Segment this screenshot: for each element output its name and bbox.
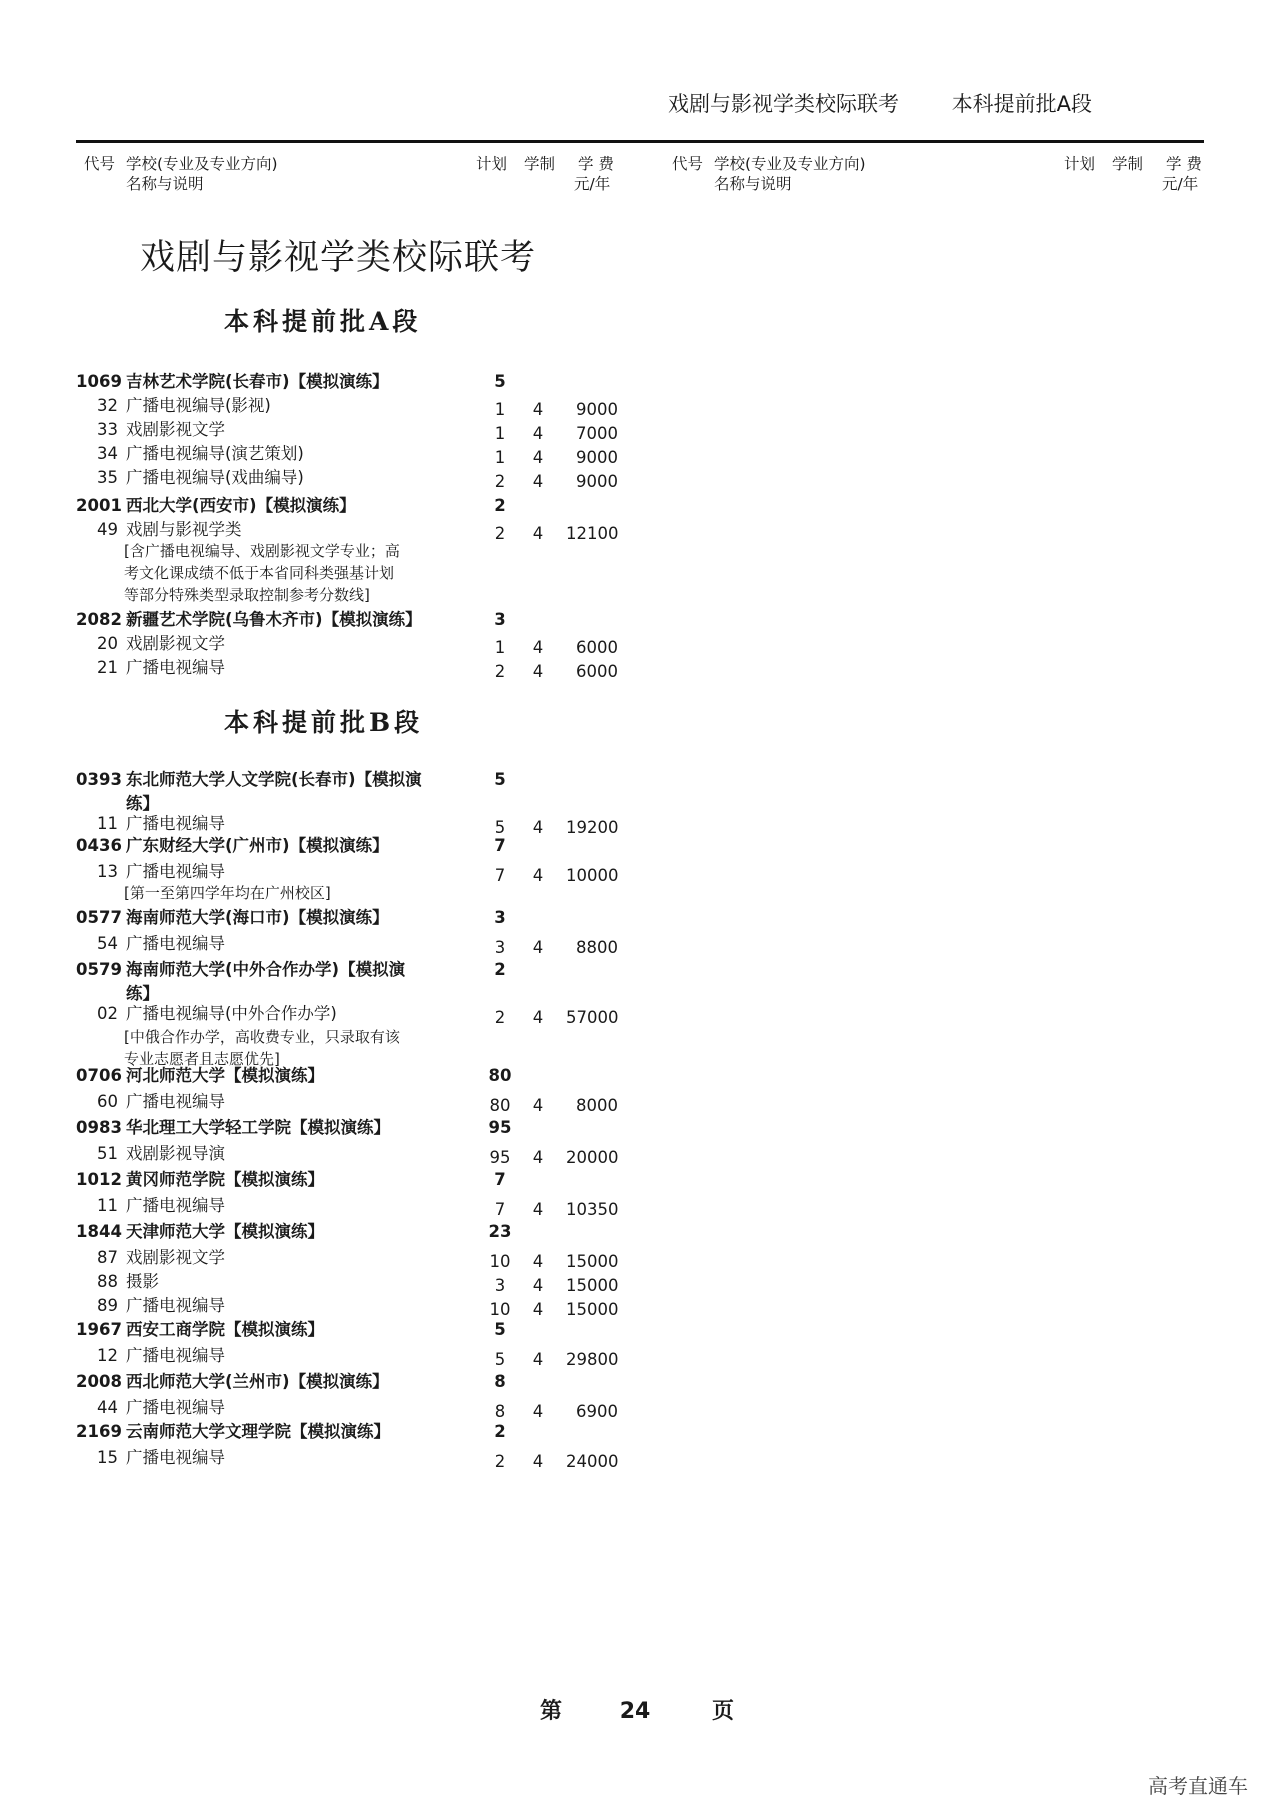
plan-count: 3 bbox=[494, 938, 506, 957]
school-name: 云南师范大学文理学院【模拟演练】 bbox=[126, 1422, 390, 1441]
school-name: 新疆艺术学院(乌鲁木齐市)【模拟演练】 bbox=[126, 610, 422, 629]
program-years: 4 bbox=[532, 938, 544, 957]
major-name: 广播电视编导 bbox=[126, 1346, 225, 1365]
page-suffix: 页 bbox=[711, 1699, 734, 1724]
tuition-fee: 10000 bbox=[566, 866, 619, 885]
school-code: 0706 bbox=[76, 1066, 122, 1085]
major-name: 广播电视编导(演艺策划) bbox=[126, 444, 304, 463]
school-code: 0436 bbox=[76, 836, 122, 855]
tuition-fee: 19200 bbox=[566, 818, 619, 837]
plan-count: 2 bbox=[494, 1422, 506, 1441]
major-code: 20 bbox=[97, 634, 118, 653]
plan-count: 1 bbox=[494, 638, 506, 657]
major-name: 戏剧与影视学类 bbox=[126, 520, 242, 539]
school-name: 西安工商学院【模拟演练】 bbox=[126, 1320, 324, 1339]
plan-count: 5 bbox=[494, 372, 506, 391]
running-header-exam: 戏剧与影视学类校际联考 bbox=[668, 92, 899, 116]
school-code: 1844 bbox=[76, 1222, 122, 1241]
major-name: 广播电视编导 bbox=[126, 1448, 225, 1467]
plan-count: 10 bbox=[489, 1252, 511, 1271]
major-code: 32 bbox=[97, 396, 118, 415]
header-rule bbox=[76, 140, 1204, 143]
program-years: 4 bbox=[532, 1276, 544, 1295]
school-name: 西北师范大学(兰州市)【模拟演练】 bbox=[126, 1372, 389, 1391]
plan-count: 1 bbox=[494, 424, 506, 443]
school-name: 西北大学(西安市)【模拟演练】 bbox=[126, 496, 356, 515]
school-name: 海南师范大学(海口市)【模拟演练】 bbox=[126, 908, 389, 927]
tuition-fee: 12100 bbox=[566, 524, 619, 543]
program-years: 4 bbox=[532, 1008, 544, 1027]
plan-count: 10 bbox=[489, 1300, 511, 1319]
plan-count: 23 bbox=[488, 1222, 512, 1241]
col-fee-unit: 元/年 bbox=[574, 175, 611, 193]
document-title: 戏剧与影视学类校际联考 bbox=[140, 238, 537, 278]
col-fee: 学 费 bbox=[1166, 155, 1202, 173]
tuition-fee: 8800 bbox=[576, 938, 618, 957]
major-code: 51 bbox=[97, 1144, 118, 1163]
col-school: 学校(专业及专业方向) bbox=[714, 155, 866, 173]
plan-count: 5 bbox=[494, 770, 506, 789]
plan-count: 95 bbox=[489, 1148, 511, 1167]
entry-note: [第一至第四学年均在广州校区] bbox=[124, 884, 331, 902]
major-name: 摄影 bbox=[126, 1272, 159, 1291]
plan-count: 5 bbox=[494, 818, 506, 837]
tuition-fee: 29800 bbox=[566, 1350, 619, 1369]
plan-count: 80 bbox=[489, 1096, 511, 1115]
plan-count: 2 bbox=[494, 496, 506, 515]
school-name: 东北师范大学人文学院(长春市)【模拟演 练】 bbox=[126, 770, 422, 813]
major-name: 广播电视编导 bbox=[126, 814, 225, 833]
program-years: 4 bbox=[532, 524, 544, 543]
major-code: 89 bbox=[97, 1296, 118, 1315]
major-code: 02 bbox=[97, 1004, 118, 1023]
program-years: 4 bbox=[532, 424, 544, 443]
major-code: 49 bbox=[97, 520, 118, 539]
tuition-fee: 6000 bbox=[576, 638, 618, 657]
school-name: 广东财经大学(广州市)【模拟演练】 bbox=[126, 836, 389, 855]
major-name: 戏剧影视导演 bbox=[126, 1144, 225, 1163]
plan-count: 7 bbox=[494, 866, 506, 885]
program-years: 4 bbox=[532, 1252, 544, 1271]
school-code: 0393 bbox=[76, 770, 122, 789]
school-code: 1967 bbox=[76, 1320, 122, 1339]
program-years: 4 bbox=[532, 400, 544, 419]
tuition-fee: 6000 bbox=[576, 662, 618, 681]
col-school-sub: 名称与说明 bbox=[714, 175, 792, 193]
tuition-fee: 15000 bbox=[566, 1300, 619, 1319]
program-years: 4 bbox=[532, 866, 544, 885]
col-code: 代号 bbox=[672, 155, 704, 173]
school-name: 黄冈师范学院【模拟演练】 bbox=[126, 1170, 324, 1189]
program-years: 4 bbox=[532, 1096, 544, 1115]
running-header bbox=[668, 88, 1138, 118]
major-name: 广播电视编导 bbox=[126, 658, 225, 677]
col-years: 学制 bbox=[1112, 155, 1144, 173]
page-footer bbox=[540, 1694, 734, 1725]
plan-count: 80 bbox=[488, 1066, 512, 1085]
major-name: 广播电视编导 bbox=[126, 1196, 225, 1215]
program-years: 4 bbox=[532, 448, 544, 467]
entry-note: [中俄合作办学，高收费专业，只录取有该 专业志愿者且志愿优先] bbox=[124, 1028, 400, 1068]
plan-count: 5 bbox=[494, 1320, 506, 1339]
school-code: 0577 bbox=[76, 908, 122, 927]
tuition-fee: 15000 bbox=[566, 1252, 619, 1271]
program-years: 4 bbox=[532, 818, 544, 837]
plan-count: 2 bbox=[494, 960, 506, 979]
plan-count: 2 bbox=[494, 1452, 506, 1471]
major-code: 54 bbox=[97, 934, 118, 953]
section-heading-b: 本科提前批B段 bbox=[224, 708, 424, 737]
major-code: 13 bbox=[97, 862, 118, 881]
plan-count: 1 bbox=[494, 448, 506, 467]
school-code: 0983 bbox=[76, 1118, 122, 1137]
tuition-fee: 9000 bbox=[576, 400, 618, 419]
major-code: 15 bbox=[97, 1448, 118, 1467]
plan-count: 8 bbox=[494, 1402, 506, 1421]
tuition-fee: 20000 bbox=[566, 1148, 619, 1167]
major-name: 戏剧影视文学 bbox=[126, 634, 225, 653]
school-code: 2001 bbox=[76, 496, 122, 515]
major-name: 戏剧影视文学 bbox=[126, 1248, 225, 1267]
school-code: 0579 bbox=[76, 960, 122, 979]
major-name: 广播电视编导 bbox=[126, 934, 225, 953]
program-years: 4 bbox=[532, 1402, 544, 1421]
plan-count: 7 bbox=[494, 1200, 506, 1219]
major-code: 35 bbox=[97, 468, 118, 487]
plan-count: 2 bbox=[494, 524, 506, 543]
tuition-fee: 24000 bbox=[566, 1452, 619, 1471]
plan-count: 3 bbox=[494, 610, 506, 629]
col-code: 代号 bbox=[84, 155, 116, 173]
school-code: 2082 bbox=[76, 610, 122, 629]
plan-count: 3 bbox=[494, 908, 506, 927]
school-name: 河北师范大学【模拟演练】 bbox=[126, 1066, 324, 1085]
plan-count: 1 bbox=[494, 400, 506, 419]
tuition-fee: 8000 bbox=[576, 1096, 618, 1115]
plan-count: 2 bbox=[494, 472, 506, 491]
major-name: 广播电视编导(戏曲编导) bbox=[126, 468, 304, 487]
school-code: 2169 bbox=[76, 1422, 122, 1441]
program-years: 4 bbox=[532, 472, 544, 491]
program-years: 4 bbox=[532, 1148, 544, 1167]
school-name: 吉林艺术学院(长春市)【模拟演练】 bbox=[126, 372, 389, 391]
tuition-fee: 9000 bbox=[576, 472, 618, 491]
tuition-fee: 7000 bbox=[576, 424, 618, 443]
major-code: 21 bbox=[97, 658, 118, 677]
major-code: 11 bbox=[97, 1196, 118, 1215]
plan-count: 95 bbox=[488, 1118, 512, 1137]
major-code: 60 bbox=[97, 1092, 118, 1111]
major-code: 11 bbox=[97, 814, 118, 833]
major-name: 广播电视编导 bbox=[126, 1296, 225, 1315]
watermark-text: 高考直通车 bbox=[1148, 1774, 1248, 1798]
school-name: 华北理工大学轻工学院【模拟演练】 bbox=[126, 1118, 390, 1137]
major-code: 88 bbox=[97, 1272, 118, 1291]
program-years: 4 bbox=[532, 1350, 544, 1369]
school-name: 海南师范大学(中外合作办学)【模拟演 练】 bbox=[126, 960, 406, 1003]
page-number: 24 bbox=[619, 1699, 651, 1724]
entry-note: [含广播电视编导、戏剧影视文学专业；高 考文化课成绩不低于本省同科类强基计划 等部分特殊类型录取控制参考分数线] bbox=[124, 542, 400, 604]
school-name: 天津师范大学【模拟演练】 bbox=[126, 1222, 324, 1241]
tuition-fee: 10350 bbox=[566, 1200, 619, 1219]
major-code: 34 bbox=[97, 444, 118, 463]
school-code: 1069 bbox=[76, 372, 122, 391]
col-school-sub: 名称与说明 bbox=[126, 175, 204, 193]
major-name: 广播电视编导(影视) bbox=[126, 396, 271, 415]
program-years: 4 bbox=[532, 638, 544, 657]
col-years: 学制 bbox=[524, 155, 556, 173]
plan-count: 5 bbox=[494, 1350, 506, 1369]
major-code: 12 bbox=[97, 1346, 118, 1365]
program-years: 4 bbox=[532, 662, 544, 681]
page-prefix: 第 bbox=[540, 1699, 563, 1724]
major-name: 广播电视编导(中外合作办学) bbox=[126, 1004, 337, 1023]
plan-count: 7 bbox=[494, 1170, 506, 1189]
plan-count: 3 bbox=[494, 1276, 506, 1295]
col-plan: 计划 bbox=[476, 155, 508, 173]
col-fee-unit: 元/年 bbox=[1162, 175, 1199, 193]
tuition-fee: 9000 bbox=[576, 448, 618, 467]
program-years: 4 bbox=[532, 1200, 544, 1219]
school-code: 2008 bbox=[76, 1372, 122, 1391]
major-name: 广播电视编导 bbox=[126, 862, 225, 881]
plan-count: 8 bbox=[494, 1372, 506, 1391]
col-plan: 计划 bbox=[1064, 155, 1096, 173]
major-name: 戏剧影视文学 bbox=[126, 420, 225, 439]
section-heading-a: 本科提前批A段 bbox=[224, 307, 422, 336]
major-code: 87 bbox=[97, 1248, 118, 1267]
plan-count: 2 bbox=[494, 662, 506, 681]
program-years: 4 bbox=[532, 1300, 544, 1319]
plan-count: 7 bbox=[494, 836, 506, 855]
school-code: 1012 bbox=[76, 1170, 122, 1189]
tuition-fee: 6900 bbox=[576, 1402, 618, 1421]
running-header-batch: 本科提前批A段 bbox=[951, 92, 1093, 116]
tuition-fee: 15000 bbox=[566, 1276, 619, 1295]
plan-count: 2 bbox=[494, 1008, 506, 1027]
program-years: 4 bbox=[532, 1452, 544, 1471]
tuition-fee: 57000 bbox=[566, 1008, 619, 1027]
major-code: 44 bbox=[97, 1398, 118, 1417]
major-name: 广播电视编导 bbox=[126, 1092, 225, 1111]
major-name: 广播电视编导 bbox=[126, 1398, 225, 1417]
major-code: 33 bbox=[97, 420, 118, 439]
col-school: 学校(专业及专业方向) bbox=[126, 155, 278, 173]
col-fee: 学 费 bbox=[578, 155, 614, 173]
